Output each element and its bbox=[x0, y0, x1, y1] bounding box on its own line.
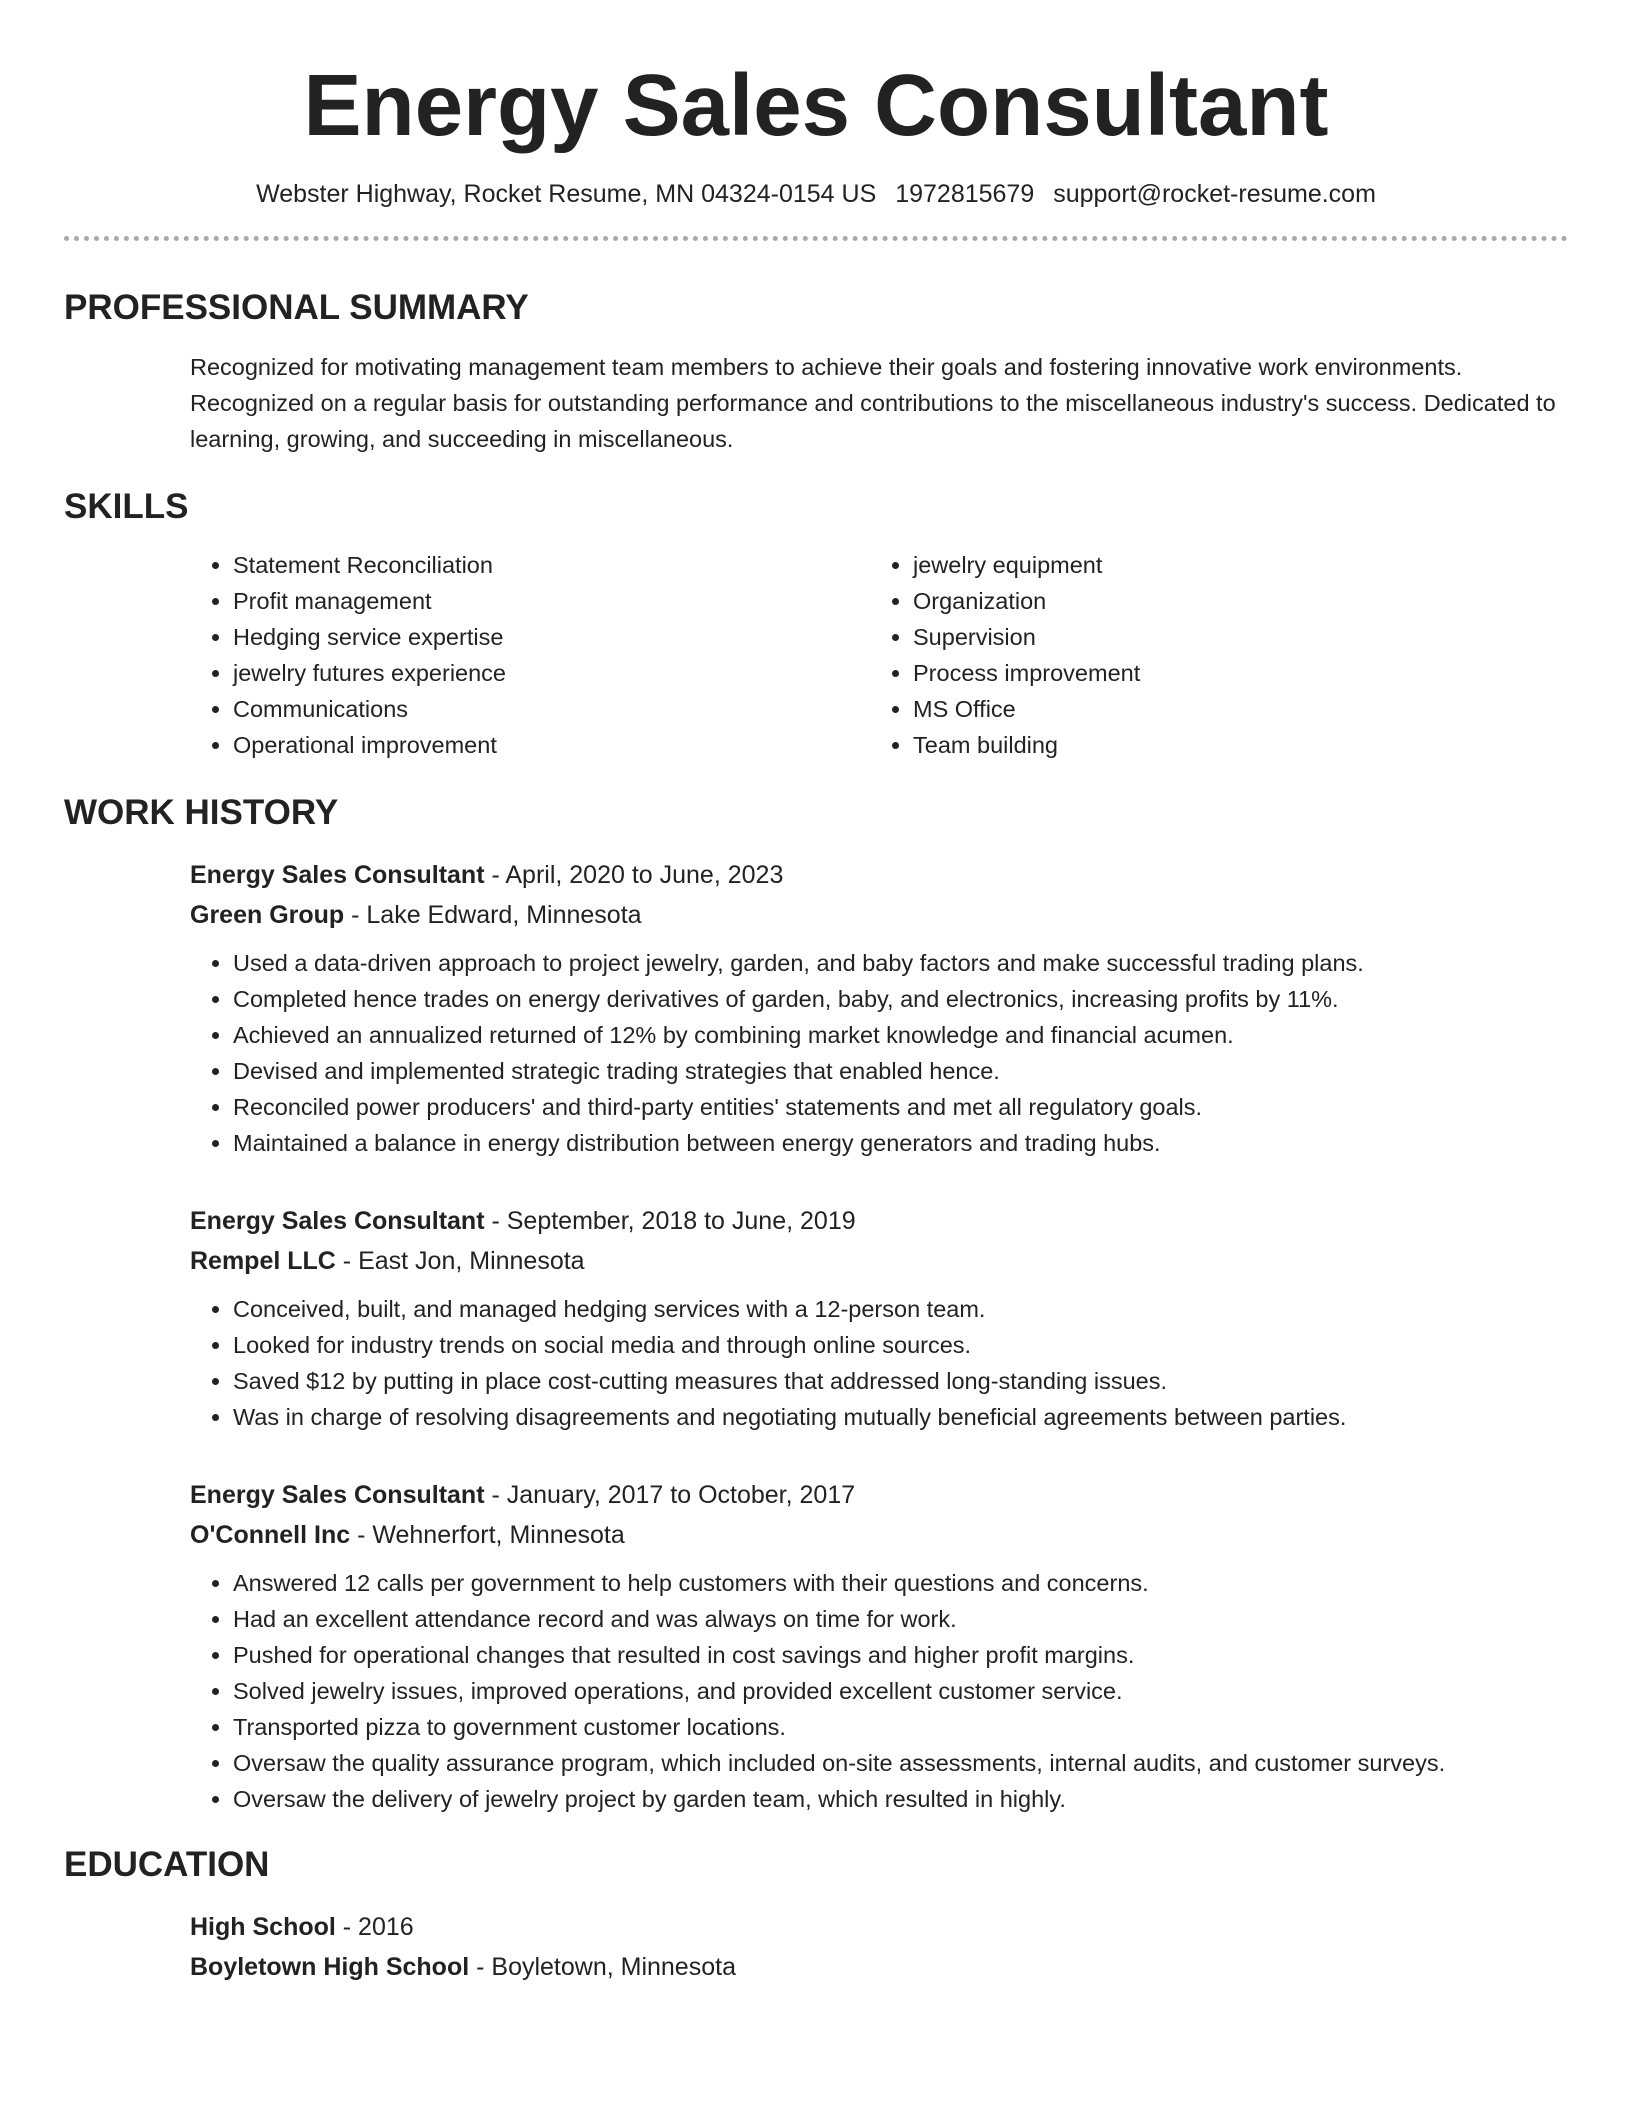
skill-item: • Statement Reconciliation bbox=[233, 547, 870, 583]
job-title-line bbox=[190, 1475, 1568, 1515]
job-bullet: • Achieved an annualized returned of 12% by combining market knowledge and financial acumen. bbox=[233, 1017, 1568, 1053]
section-title-work-history: WORK HISTORY bbox=[64, 793, 339, 832]
job-entry bbox=[190, 855, 1568, 1161]
job-bullet: • Reconciled power producers' and third-party entities' statements and met all regulatory goals. bbox=[233, 1089, 1568, 1125]
job-dates: - September, 2018 to June, 2019 bbox=[484, 1207, 856, 1235]
section-title-education: EDUCATION bbox=[64, 1845, 270, 1884]
skill-item: • jewelry equipment bbox=[913, 547, 1550, 583]
job-location: - East Jon, Minnesota bbox=[335, 1247, 585, 1275]
header-divider bbox=[64, 236, 1568, 241]
job-entry bbox=[190, 1475, 1568, 1817]
skills-column-right bbox=[870, 547, 1550, 763]
education-school: Boyletown High School bbox=[190, 1953, 470, 1981]
job-bullet: • Maintained a balance in energy distribution between energy generators and trading hubs. bbox=[233, 1125, 1568, 1161]
job-bullet: • Completed hence trades on energy derivatives of garden, baby, and electronics, increasing profits by 11%. bbox=[233, 981, 1568, 1017]
contact-email: support@rocket-resume.com bbox=[1053, 180, 1376, 208]
job-company-line bbox=[190, 1515, 1568, 1555]
skill-item: • Process improvement bbox=[913, 655, 1550, 691]
skill-item: • Communications bbox=[233, 691, 870, 727]
job-bullet: • Used a data-driven approach to project jewelry, garden, and baby factors and make successful trading plans. bbox=[233, 945, 1568, 981]
job-bullet: • Was in charge of resolving disagreements and negotiating mutually beneficial agreements between parties. bbox=[233, 1399, 1568, 1435]
job-bullet: • Looked for industry trends on social media and through online sources. bbox=[233, 1327, 1568, 1363]
job-dates: - April, 2020 to June, 2023 bbox=[484, 861, 784, 889]
education-entry bbox=[190, 1907, 1568, 1987]
skills-grid bbox=[190, 547, 1568, 763]
education-year: - 2016 bbox=[335, 1913, 414, 1941]
summary-text: Recognized for motivating management team members to achieve their goals and fostering innovative work environments. Recognized on a regular basis for outstanding performance and contributions to the miscellaneous industry's success. Dedicated to learning, growing, and succeeding in miscellaneous. bbox=[190, 354, 1556, 452]
job-bullet: • Pushed for operational changes that resulted in cost savings and higher profit margins. bbox=[233, 1637, 1568, 1673]
job-bullet: • Oversaw the delivery of jewelry project by garden team, which resulted in highly. bbox=[233, 1781, 1568, 1817]
skill-item: • Hedging service expertise bbox=[233, 619, 870, 655]
skill-item: • MS Office bbox=[913, 691, 1550, 727]
job-company-line bbox=[190, 1241, 1568, 1281]
job-bullet: • Saved $12 by putting in place cost-cutting measures that addressed long-standing issues. bbox=[233, 1363, 1568, 1399]
resume-name: Energy Sales Consultant bbox=[303, 57, 1329, 154]
job-bullet: • Conceived, built, and managed hedging services with a 12-person team. bbox=[233, 1291, 1568, 1327]
skill-item: • Profit management bbox=[233, 583, 870, 619]
job-company: O'Connell Inc bbox=[190, 1521, 351, 1549]
education-degree-line bbox=[190, 1907, 1568, 1947]
education-school-line bbox=[190, 1947, 1568, 1987]
job-title: Energy Sales Consultant bbox=[190, 1207, 485, 1235]
section-title-skills: SKILLS bbox=[64, 487, 189, 526]
skill-item: • Supervision bbox=[913, 619, 1550, 655]
skill-item: • Team building bbox=[913, 727, 1550, 763]
skill-item: • jewelry futures experience bbox=[233, 655, 870, 691]
job-entry bbox=[190, 1201, 1568, 1435]
job-company: Green Group bbox=[190, 901, 345, 929]
job-title: Energy Sales Consultant bbox=[190, 861, 485, 889]
job-location: - Wehnerfort, Minnesota bbox=[350, 1521, 625, 1549]
job-title: Energy Sales Consultant bbox=[190, 1481, 485, 1509]
job-title-line bbox=[190, 1201, 1568, 1241]
job-bullet: • Answered 12 calls per government to help customers with their questions and concerns. bbox=[233, 1565, 1568, 1601]
job-bullets bbox=[190, 1291, 1568, 1435]
contact-address: Webster Highway, Rocket Resume, MN 04324-0154 US bbox=[256, 180, 877, 208]
job-dates: - January, 2017 to October, 2017 bbox=[484, 1481, 856, 1509]
resume-page bbox=[64, 0, 1568, 1987]
education-location: - Boyletown, Minnesota bbox=[469, 1953, 736, 1981]
job-bullets bbox=[190, 1565, 1568, 1817]
job-company-line bbox=[190, 895, 1568, 935]
section-title-summary: PROFESSIONAL SUMMARY bbox=[64, 288, 529, 327]
skill-item: • Organization bbox=[913, 583, 1550, 619]
job-bullets bbox=[190, 945, 1568, 1161]
job-title-line bbox=[190, 855, 1568, 895]
job-bullet: • Devised and implemented strategic trading strategies that enabled hence. bbox=[233, 1053, 1568, 1089]
contact-phone: 1972815679 bbox=[895, 180, 1035, 208]
job-company: Rempel LLC bbox=[190, 1247, 336, 1275]
skills-column-left bbox=[190, 547, 870, 763]
job-bullet: • Transported pizza to government customer locations. bbox=[233, 1709, 1568, 1745]
skill-item: • Operational improvement bbox=[233, 727, 870, 763]
education-degree: High School bbox=[190, 1913, 336, 1941]
job-bullet: • Had an excellent attendance record and was always on time for work. bbox=[233, 1601, 1568, 1637]
contact-line bbox=[64, 178, 1568, 210]
job-bullet: • Oversaw the quality assurance program, which included on-site assessments, internal audits, and customer surveys. bbox=[233, 1745, 1568, 1781]
job-bullet: • Solved jewelry issues, improved operations, and provided excellent customer service. bbox=[233, 1673, 1568, 1709]
job-location: - Lake Edward, Minnesota bbox=[344, 901, 642, 929]
